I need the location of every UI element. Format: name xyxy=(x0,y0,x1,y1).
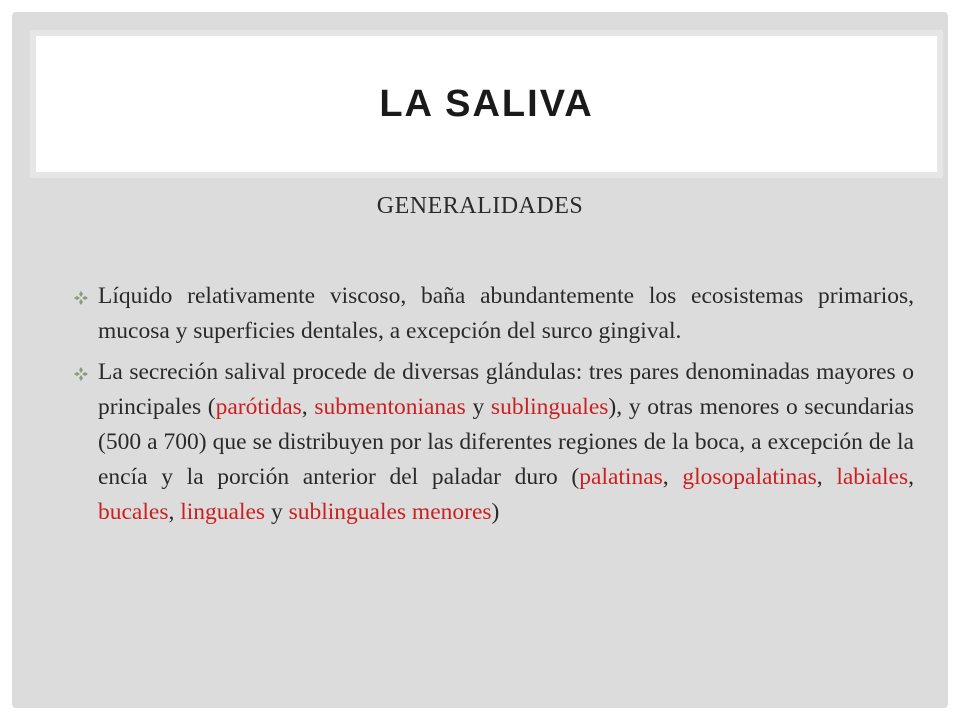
bullet-text-segment: , xyxy=(662,464,683,490)
gland-name-labiales: labiales xyxy=(836,464,909,490)
bullet-text-segment: y xyxy=(265,499,289,525)
gland-name-parotidas: parótidas xyxy=(215,394,302,420)
bullet-text: Líquido relativamente viscoso, baña abundantemente los ecosistemas primarios, mucosa y superficies dentales, a excepción del surco gingival. xyxy=(98,283,914,344)
slide-title: LA SALIVA xyxy=(379,82,594,125)
bullet-text-segment: y xyxy=(465,394,491,420)
bullet-text-segment: , xyxy=(301,394,315,420)
slide xyxy=(12,12,948,708)
bullet-text-segment: , xyxy=(816,464,837,490)
content xyxy=(74,279,914,536)
gland-name-palatinas: palatinas xyxy=(579,464,663,490)
gland-name-sublinguales: sublinguales xyxy=(490,394,609,420)
title-box xyxy=(30,30,943,178)
bullet-text-segment: ) xyxy=(491,499,500,525)
diamond-bullet-icon xyxy=(74,367,88,381)
diamond-bullet-icon xyxy=(74,291,88,305)
bullet-item xyxy=(74,355,914,530)
bullet-item xyxy=(74,279,914,349)
gland-name-sublinguales-menores: sublinguales menores xyxy=(288,499,492,525)
bullet-text-segment: La secreción salival procede de diversas glándulas: tres pares denominadas mayores o principales ( xyxy=(98,359,914,420)
slide-subtitle: GENERALIDADES xyxy=(376,193,584,219)
bullet-text-segment: , xyxy=(908,464,914,490)
gland-name-linguales: linguales xyxy=(180,499,266,525)
bullet-text-segment: ), y otras menores o secundarias (500 a 700) que se distribuyen por las diferentes regiones de la boca, a excepción de la encía y la porción anterior del paladar duro ( xyxy=(98,394,915,490)
gland-name-glosopalatinas: glosopalatinas xyxy=(682,464,817,490)
gland-name-submentonianas: submentonianas xyxy=(314,394,466,420)
gland-name-bucales: bucales xyxy=(98,499,169,525)
bullet-text-segment: , xyxy=(168,499,181,525)
